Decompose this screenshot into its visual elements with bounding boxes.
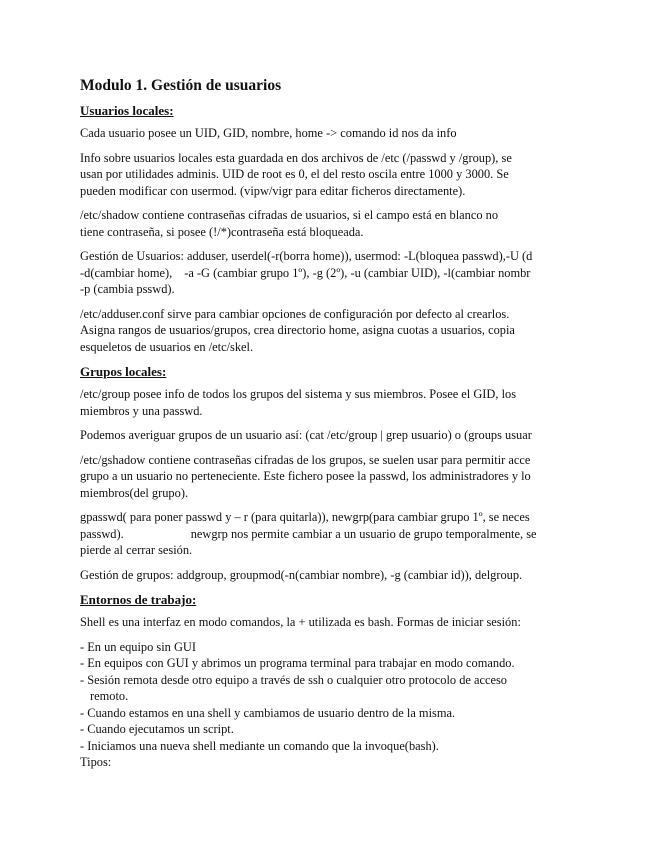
list-item: - En un equipo sin GUI	[80, 639, 196, 654]
text-line: gpasswd( para poner passwd y – r (para quitarla)), newgrp(para cambiar grupo 1º, se neces	[80, 510, 530, 524]
list-item: - Sesión remota desde otro equipo a través de ssh o cualquier otro protocolo de acceso	[80, 672, 507, 687]
login-methods-list	[80, 639, 580, 755]
paragraph	[80, 427, 580, 444]
text-line: miembros(del grupo).	[80, 485, 189, 500]
paragraph	[80, 509, 580, 559]
text-line: /etc/gshadow contiene contraseñas cifradas de los grupos, se suelen usar para permitir acce	[80, 452, 531, 467]
paragraph	[80, 452, 580, 502]
text-line: tiene contraseña, si posee (!/*)contraseña está bloqueada.	[80, 224, 364, 239]
text-fragment: passwd).	[80, 526, 124, 541]
text-line: Gestión de Usuarios: adduser, userdel(-r(borra home)), usermod: -L(bloquea passwd),-U (d	[80, 249, 533, 263]
paragraph	[80, 306, 580, 356]
paragraph	[80, 567, 580, 584]
text-line: Info sobre usuarios locales esta guardada en dos archivos de /etc (/passwd y /group), se	[80, 150, 512, 165]
paragraph	[80, 150, 580, 200]
list-item: - En equipos con GUI y abrimos un programa terminal para trabajar en modo comando.	[80, 656, 515, 670]
text-line: Asigna rangos de usuarios/grupos, crea directorio home, asigna cuotas a usuarios, copia	[80, 323, 515, 337]
section-heading-grupos-locales: Grupos locales:	[80, 364, 167, 379]
list-item: - Iniciamos una nueva shell mediante un comando que la invoque(bash).	[80, 738, 439, 753]
document-page	[80, 76, 580, 771]
text-fragment: newgrp nos permite cambiar a un usuario de grupo temporalmente, se	[190, 526, 537, 541]
text-fragment: -a -G (cambiar grupo 1º), -g (2º), -u (cambiar UID), -l(cambiar nombr	[184, 265, 531, 280]
text-line: miembros y una passwd.	[80, 403, 203, 418]
text-line: Podemos averiguar grupos de un usuario así: (cat /etc/group | grep usuario) o (groups usuar	[80, 428, 532, 442]
paragraph	[80, 125, 580, 142]
text-line: grupo a un usuario no perteneciente. Este fichero posee la passwd, los administradores y lo	[80, 469, 531, 483]
text-line: pierde al cerrar sesión.	[80, 543, 193, 557]
paragraph	[80, 386, 580, 419]
text-line: Gestión de grupos: addgroup, groupmod(-n(cambiar nombre), -g (cambiar id)), delgroup.	[80, 567, 523, 582]
text-line: -p (cambia psswd).	[80, 282, 175, 296]
document-title: Modulo 1. Gestión de usuarios	[80, 77, 282, 94]
text-line: /etc/shadow contiene contraseñas cifradas de usuarios, si el campo está en blanco no	[80, 208, 499, 222]
list-item: - Cuando estamos en una shell y cambiamos de usuario dentro de la misma.	[80, 705, 456, 720]
paragraph	[80, 207, 580, 240]
section-heading-usuarios-locales: Usuarios locales:	[80, 103, 174, 118]
paragraph	[80, 248, 580, 298]
text-line: esqueletos de usuarios en /etc/skel.	[80, 339, 254, 354]
text-line	[80, 526, 580, 543]
tipos-label: Tipos:	[80, 755, 112, 769]
list-item: - Cuando ejecutamos un script.	[80, 722, 234, 736]
text-line: /etc/group posee info de todos los grupos del sistema y sus miembros. Posee el GID, los	[80, 387, 517, 401]
text-line: pueden modificar con usermod. (vipw/vigr para editar ficheros directamente).	[80, 183, 466, 198]
text-line: Cada usuario posee un UID, GID, nombre, home -> comando id nos da info	[80, 126, 457, 140]
list-item-continuation: remoto.	[90, 689, 129, 703]
text-line: Shell es una interfaz en modo comandos, la + utilizada es bash. Formas de iniciar sesión:	[80, 615, 521, 629]
text-fragment: -d(cambiar home),	[80, 265, 173, 280]
paragraph	[80, 614, 580, 631]
text-line: /etc/adduser.conf sirve para cambiar opciones de configuración por defecto al crearlos.	[80, 306, 510, 321]
text-line: usan por utilidades adminis. UID de root es 0, el del resto oscila entre 1000 y 3000. Se	[80, 167, 509, 181]
section-heading-entornos-de-trabajo: Entornos de trabajo:	[80, 592, 197, 607]
text-line	[80, 265, 580, 282]
